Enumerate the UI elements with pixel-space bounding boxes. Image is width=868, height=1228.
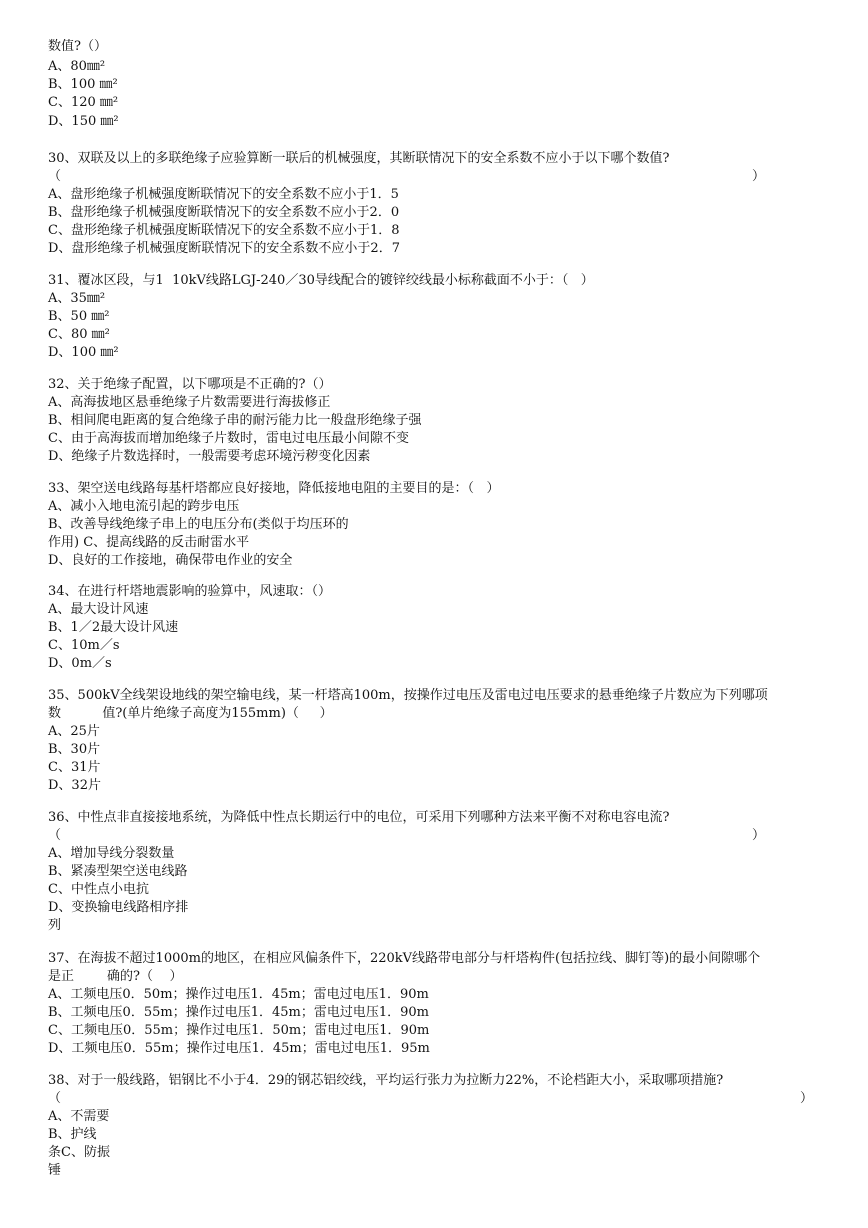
question-30-stem: 30、双联及以上的多联绝缘子应验算断一联后的机械强度，其断联情况下的安全系数不应小于以下哪个数值? [48,151,670,166]
question-33-stem: 33、架空送电线路每基杆塔都应良好接地，降低接地电阻的主要目的是：（ ） [48,481,500,496]
option-d: D、绝缘子片数选择时，一般需要考虑环境污秽变化因素 [48,449,371,464]
option-c: C、10m／s [48,638,120,653]
option-a: A、80㎜² [48,59,106,74]
option-d: D、良好的工作接地，确保带电作业的安全 [48,553,293,568]
option-c: C、80 ㎜² [48,327,110,342]
question-31-stem: 31、覆冰区段，与1 10kV线路LGJ-240／30导线配合的镀锌绞线最小标称截面不小于：（ ） [48,273,594,288]
question-35-stem: 35、500kV全线架设地线的架空输电线，某一杆塔高100m，按操作过电压及雷电过电压要求的悬垂绝缘子片数应为下列哪项 [48,688,768,703]
option-b: B、护线 [48,1127,97,1142]
answer-paren-open: （ [48,1091,62,1106]
option-b: B、30片 [48,742,101,757]
option-c: C、由于高海拔而增加绝缘子片数时，雷电过电压最小间隙不变 [48,431,409,446]
question-38-stem: 38、对于一般线路，铝钢比不小于4．29的钢芯铝绞线，平均运行张力为拉断力22%，不论档距大小，采取哪项措施? [48,1073,724,1088]
option-a: A、减小入地电流引起的跨步电压 [48,499,240,514]
answer-paren-open: （ [48,828,62,843]
option-b: B、1／2最大设计风速 [48,620,179,635]
option-b: B、紧凑型架空送电线路 [48,864,188,879]
option-c: C、31片 [48,760,101,775]
option-b: B、相间爬电距离的复合绝缘子串的耐污能力比一般盘形绝缘子强 [48,413,422,428]
option-a: A、工频电压0．50m；操作过电压1．45m；雷电过电压1．90m [48,987,429,1002]
option-a: A、35㎜² [48,291,106,306]
option-d: D、32片 [48,778,101,793]
option-b: B、100 ㎜² [48,77,118,92]
option-b-c-wrap: 作用) C、提高线路的反击耐雷水平 [48,535,250,550]
option-d: D、工频电压0．55m；操作过电压1．45m；雷电过电压1．95m [48,1041,430,1056]
option-c: C、中性点小电抗 [48,882,149,897]
option-a: A、25片 [48,724,100,739]
option-b: B、盘形绝缘子机械强度断联情况下的安全系数不应小于2．0 [48,205,400,220]
option-d: D、变换输电线路相序排 [48,900,189,915]
option-d: D、100 ㎜² [48,345,119,360]
option-a: A、最大设计风速 [48,602,149,617]
option-d-wrap: 列 [48,918,62,933]
question-32-stem: 32、关于绝缘子配置，以下哪项是不正确的?（） [48,377,332,392]
option-d: D、150 ㎜² [48,114,119,129]
question-stem: 数值?（） [48,39,107,54]
option-c-wrap: 锤 [48,1163,62,1178]
option-b: B、50 ㎜² [48,309,110,324]
option-c: C、盘形绝缘子机械强度断联情况下的安全系数不应小于1．8 [48,223,400,238]
answer-paren-open: （ [48,169,62,184]
option-d: D、0m／s [48,656,112,671]
option-b: B、改善导线绝缘子串上的电压分布(类似于均压环的 [48,517,349,532]
question-37-stem-cont: 是正 确的?（ ） [48,969,183,984]
question-36-stem: 36、中性点非直接接地系统，为降低中性点长期运行中的电位，可采用下列哪种方法来平衡不对称电容电流? [48,810,670,825]
option-a: A、高海拔地区悬垂绝缘子片数需要进行海拔修正 [48,395,331,410]
option-a: A、增加导线分裂数量 [48,846,175,861]
option-a: A、不需要 [48,1109,110,1124]
answer-paren-close: ） [752,169,766,184]
option-d: D、盘形绝缘子机械强度断联情况下的安全系数不应小于2．7 [48,241,400,256]
option-c: C、120 ㎜² [48,95,119,110]
answer-paren-close: ） [800,1091,814,1106]
option-b-c-wrap: 条C、防振 [48,1145,110,1160]
question-34-stem: 34、在进行杆塔地震影响的验算中，风速取：（） [48,584,332,599]
option-c: C、工频电压0．55m；操作过电压1．50m；雷电过电压1．90m [48,1023,430,1038]
question-37-stem: 37、在海拔不超过1000m的地区，在相应风偏条件下，220kV线路带电部分与杆塔构件(包括拉线、脚钉等)的最小间隙哪个 [48,951,761,966]
question-35-stem-cont: 数 值?(单片绝缘子高度为155mm)（ ） [48,706,333,721]
option-b: B、工频电压0．55m；操作过电压1．45m；雷电过电压1．90m [48,1005,429,1020]
option-a: A、盘形绝缘子机械强度断联情况下的安全系数不应小于1．5 [48,187,399,202]
answer-paren-close: ） [752,828,766,843]
